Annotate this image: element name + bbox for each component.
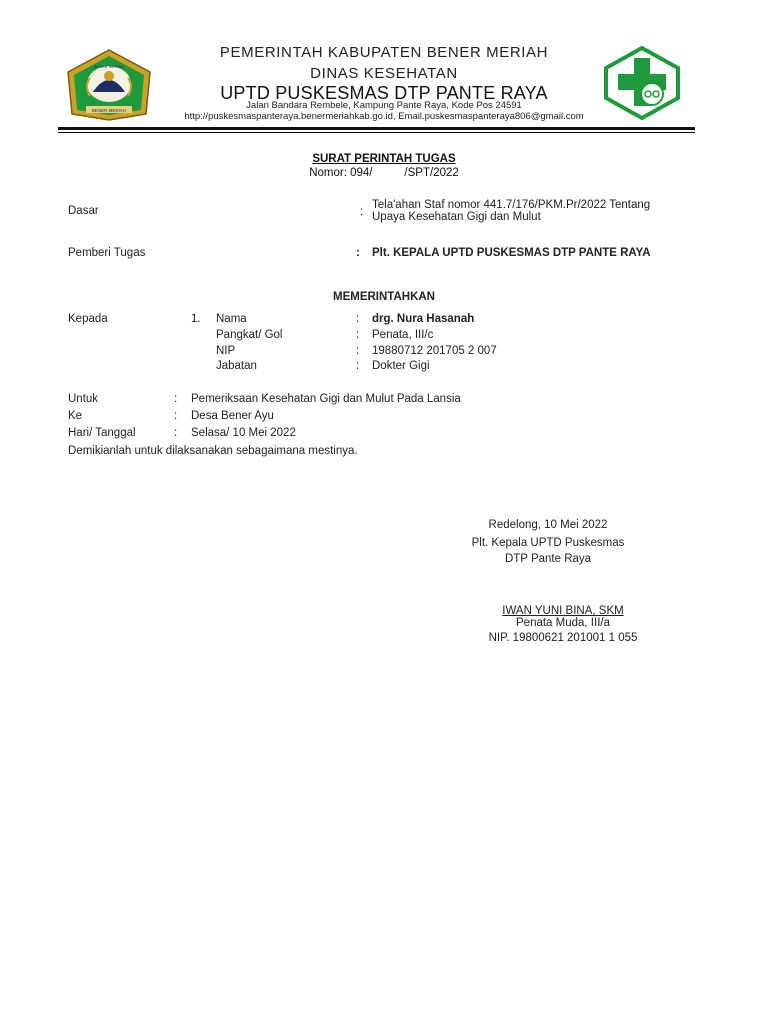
nip-label: NIP: [216, 345, 236, 357]
document-title: SURAT PERINTAH TUGAS: [312, 153, 456, 165]
pangkat-value: Penata, III/c: [372, 329, 434, 341]
jabatan-value: Dokter Gigi: [372, 360, 430, 372]
dasar-value-line2: Upaya Kesehatan Gigi dan Mulut: [372, 211, 541, 223]
pangkat-colon: :: [356, 329, 360, 341]
ke-colon: :: [174, 410, 178, 422]
header-government: PEMERINTAH KABUPATEN BENER MERIAH: [219, 44, 549, 61]
nama-label: Nama: [216, 313, 247, 325]
header-institution: UPTD PUSKESMAS DTP PANTE RAYA: [220, 83, 548, 103]
jabatan-label: Jabatan: [216, 360, 257, 372]
hari-colon: :: [174, 427, 178, 439]
signature-place-date: Redelong, 10 Mei 2022: [488, 519, 608, 531]
header-address: Jalan Bandara Rembele, Kampung Pante Raya, Kode Pos 24591: [246, 100, 522, 111]
pemberi-colon: :: [356, 247, 360, 259]
ke-value: Desa Bener Ayu: [191, 410, 274, 422]
dasar-value-line1: Tela'ahan Staf nomor 441.7/176/PKM.Pr/2022 Tentang: [372, 199, 651, 211]
hari-label: Hari/ Tanggal: [68, 427, 136, 439]
closing-statement: Demikianlah untuk dilaksanakan sebagaimana mestinya.: [68, 445, 358, 457]
untuk-colon: :: [174, 393, 178, 405]
nama-colon: :: [356, 313, 360, 325]
header-contact: http://puskesmaspanteraya.benermeriahkab.go.id, Email.puskesmaspanteraya806@gmail.com: [184, 111, 584, 122]
nama-value: drg. Nura Hasanah: [372, 313, 475, 325]
kepada-label: Kepada: [68, 313, 108, 325]
header-department: DINAS KESEHATAN: [310, 65, 458, 82]
ke-label: Ke: [68, 410, 83, 422]
pemberi-label: Pemberi Tugas: [68, 247, 146, 259]
hari-value: Selasa/ 10 Mei 2022: [191, 427, 296, 439]
signature-position-line1: Plt. Kepala UPTD Puskesmas: [471, 537, 625, 549]
signature-position-line2: DTP Pante Raya: [504, 553, 592, 565]
untuk-value: Pemeriksaan Kesehatan Gigi dan Mulut Pada Lansia: [191, 393, 461, 405]
pangkat-label: Pangkat/ Gol: [216, 329, 283, 341]
letterhead-rule-thin: [58, 132, 695, 133]
memerintahkan-heading: MEMERINTAHKAN: [332, 291, 435, 303]
logo-banner-text: BENER MERIAH: [91, 108, 127, 113]
kepada-number: 1.: [191, 313, 201, 325]
dasar-colon: :: [360, 206, 364, 218]
jabatan-colon: :: [356, 360, 360, 372]
signatory-name: IWAN YUNI BINA, SKM: [502, 605, 624, 617]
pemberi-value: Plt. KEPALA UPTD PUSKESMAS DTP PANTE RAYA: [372, 247, 651, 259]
nip-colon: :: [356, 345, 360, 357]
untuk-label: Untuk: [68, 393, 99, 405]
document-number: Nomor: 094/ /SPT/2022: [309, 167, 459, 179]
signatory-rank: Penata Muda, III/a: [516, 617, 610, 629]
signatory-nip: NIP. 19800621 201001 1 055: [488, 632, 638, 644]
nip-value: 19880712 201705 2 007: [372, 345, 497, 357]
dasar-label: Dasar: [68, 205, 99, 217]
letterhead-rule-thick: [58, 127, 695, 130]
logo-top-text: BENER MERIAH: [93, 64, 125, 69]
